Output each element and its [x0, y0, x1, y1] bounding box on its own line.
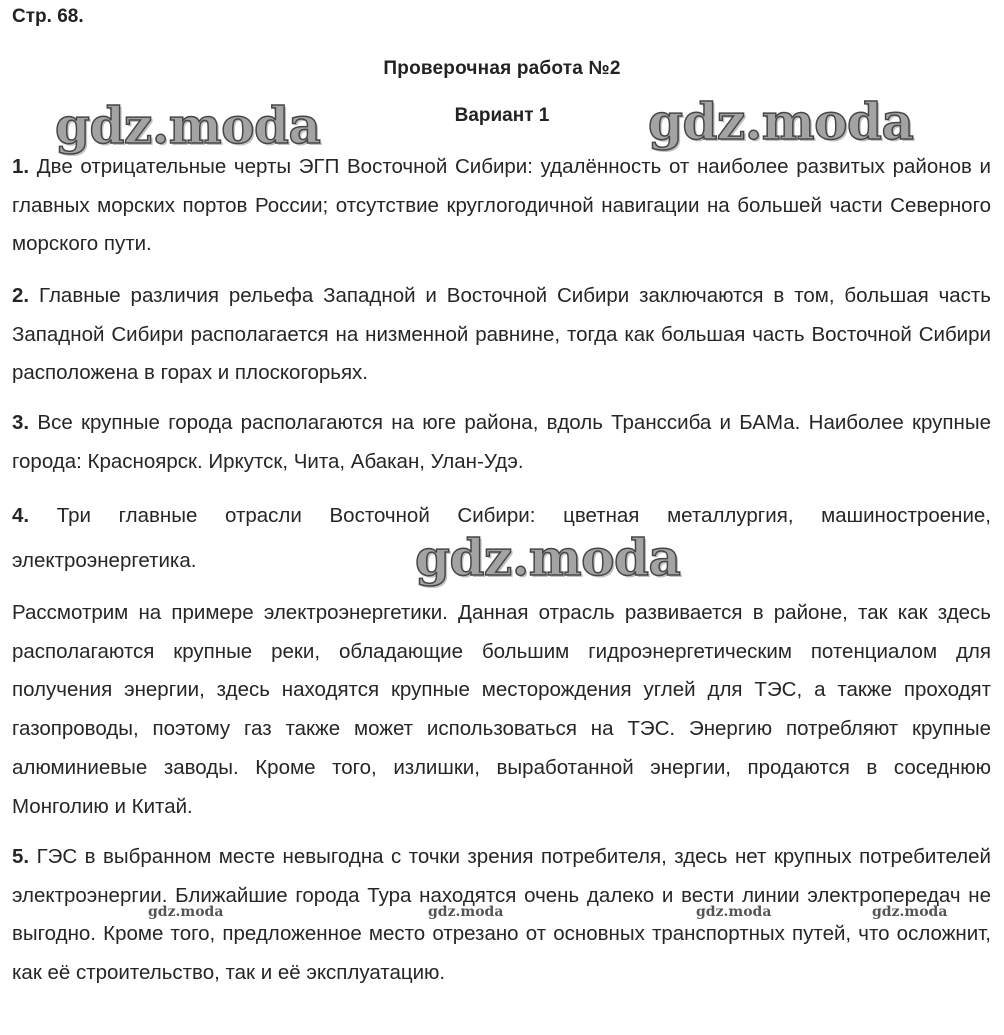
watermark-logo: gdz.moda: [648, 92, 914, 151]
watermark-small: gdz.moda: [148, 904, 224, 920]
watermark-small: gdz.moda: [428, 904, 504, 920]
answer-text: ГЭС в выбранном месте невыгодна с точки зрения потребителя, здесь нет крупных потребителей электроэнергии. Ближайшие города Тура находятся очень далеко и вести линии электропередач не выгодно. Кроме того, предложенное место отрезано от основных транспортных путей, что осложнит, как её строительство, так и её эксплуатацию.: [12, 845, 991, 985]
variant-heading: Вариант 1: [454, 105, 550, 126]
watermark-small: gdz.moda: [872, 904, 948, 920]
answer-number: 2.: [12, 284, 30, 307]
answer-4-explanation: [12, 594, 991, 826]
answer-number: 1.: [12, 155, 30, 178]
answer-text: Три главные отрасли Восточной Сибири: цветная металлургия, машиностроение, электроэнергетика.: [12, 504, 991, 572]
answer-text: Рассмотрим на примере электроэнергетики. Данная отрасль развивается в районе, так как здесь располагаются крупные реки, обладающие большим гидроэнергетическим потенциалом для получения энергии, здесь находятся крупные месторождения углей для ТЭС, а также проходят газопроводы, поэтому газ также может использоваться на ТЭС. Энергию потребляют крупные алюминиевые заводы. Кроме того, излишки, выработанной энергии, продаются в соседнюю Монголию и Китай.: [12, 601, 991, 818]
watermark-logo: gdz.moda: [55, 96, 321, 155]
answer-3: [12, 404, 991, 481]
watermark-logo: gdz.moda: [415, 528, 681, 587]
answer-text: Две отрицательные черты ЭГП Восточной Сибири: удалённость от наиболее развитых районов и главных морских портов России; отсутствие круглогодичной навигации на большей части Северного морского пути.: [12, 155, 991, 256]
answer-number: 5.: [12, 845, 30, 868]
worksheet-title: Проверочная работа №2: [383, 58, 621, 79]
answer-text: Все крупные города располагаются на юге района, вдоль Транссиба и БАМа. Наиболее крупные города: Красноярск. Иркутск, Чита, Абакан, Улан-Удэ.: [12, 411, 991, 473]
page-label: Стр. 68.: [12, 6, 84, 27]
answer-text: Главные различия рельефа Западной и Восточной Сибири заключаются в том, большая часть Западной Сибири располагается на низменной равнине, тогда как большая часть Восточной Сибири расположена в горах и плоскогорьях.: [12, 284, 991, 385]
answer-number: 4.: [12, 504, 30, 527]
answer-2: [12, 277, 991, 393]
answer-1: [12, 148, 991, 264]
answer-number: 3.: [12, 411, 30, 434]
answer-4: [12, 493, 991, 583]
watermark-small: gdz.moda: [696, 904, 772, 920]
